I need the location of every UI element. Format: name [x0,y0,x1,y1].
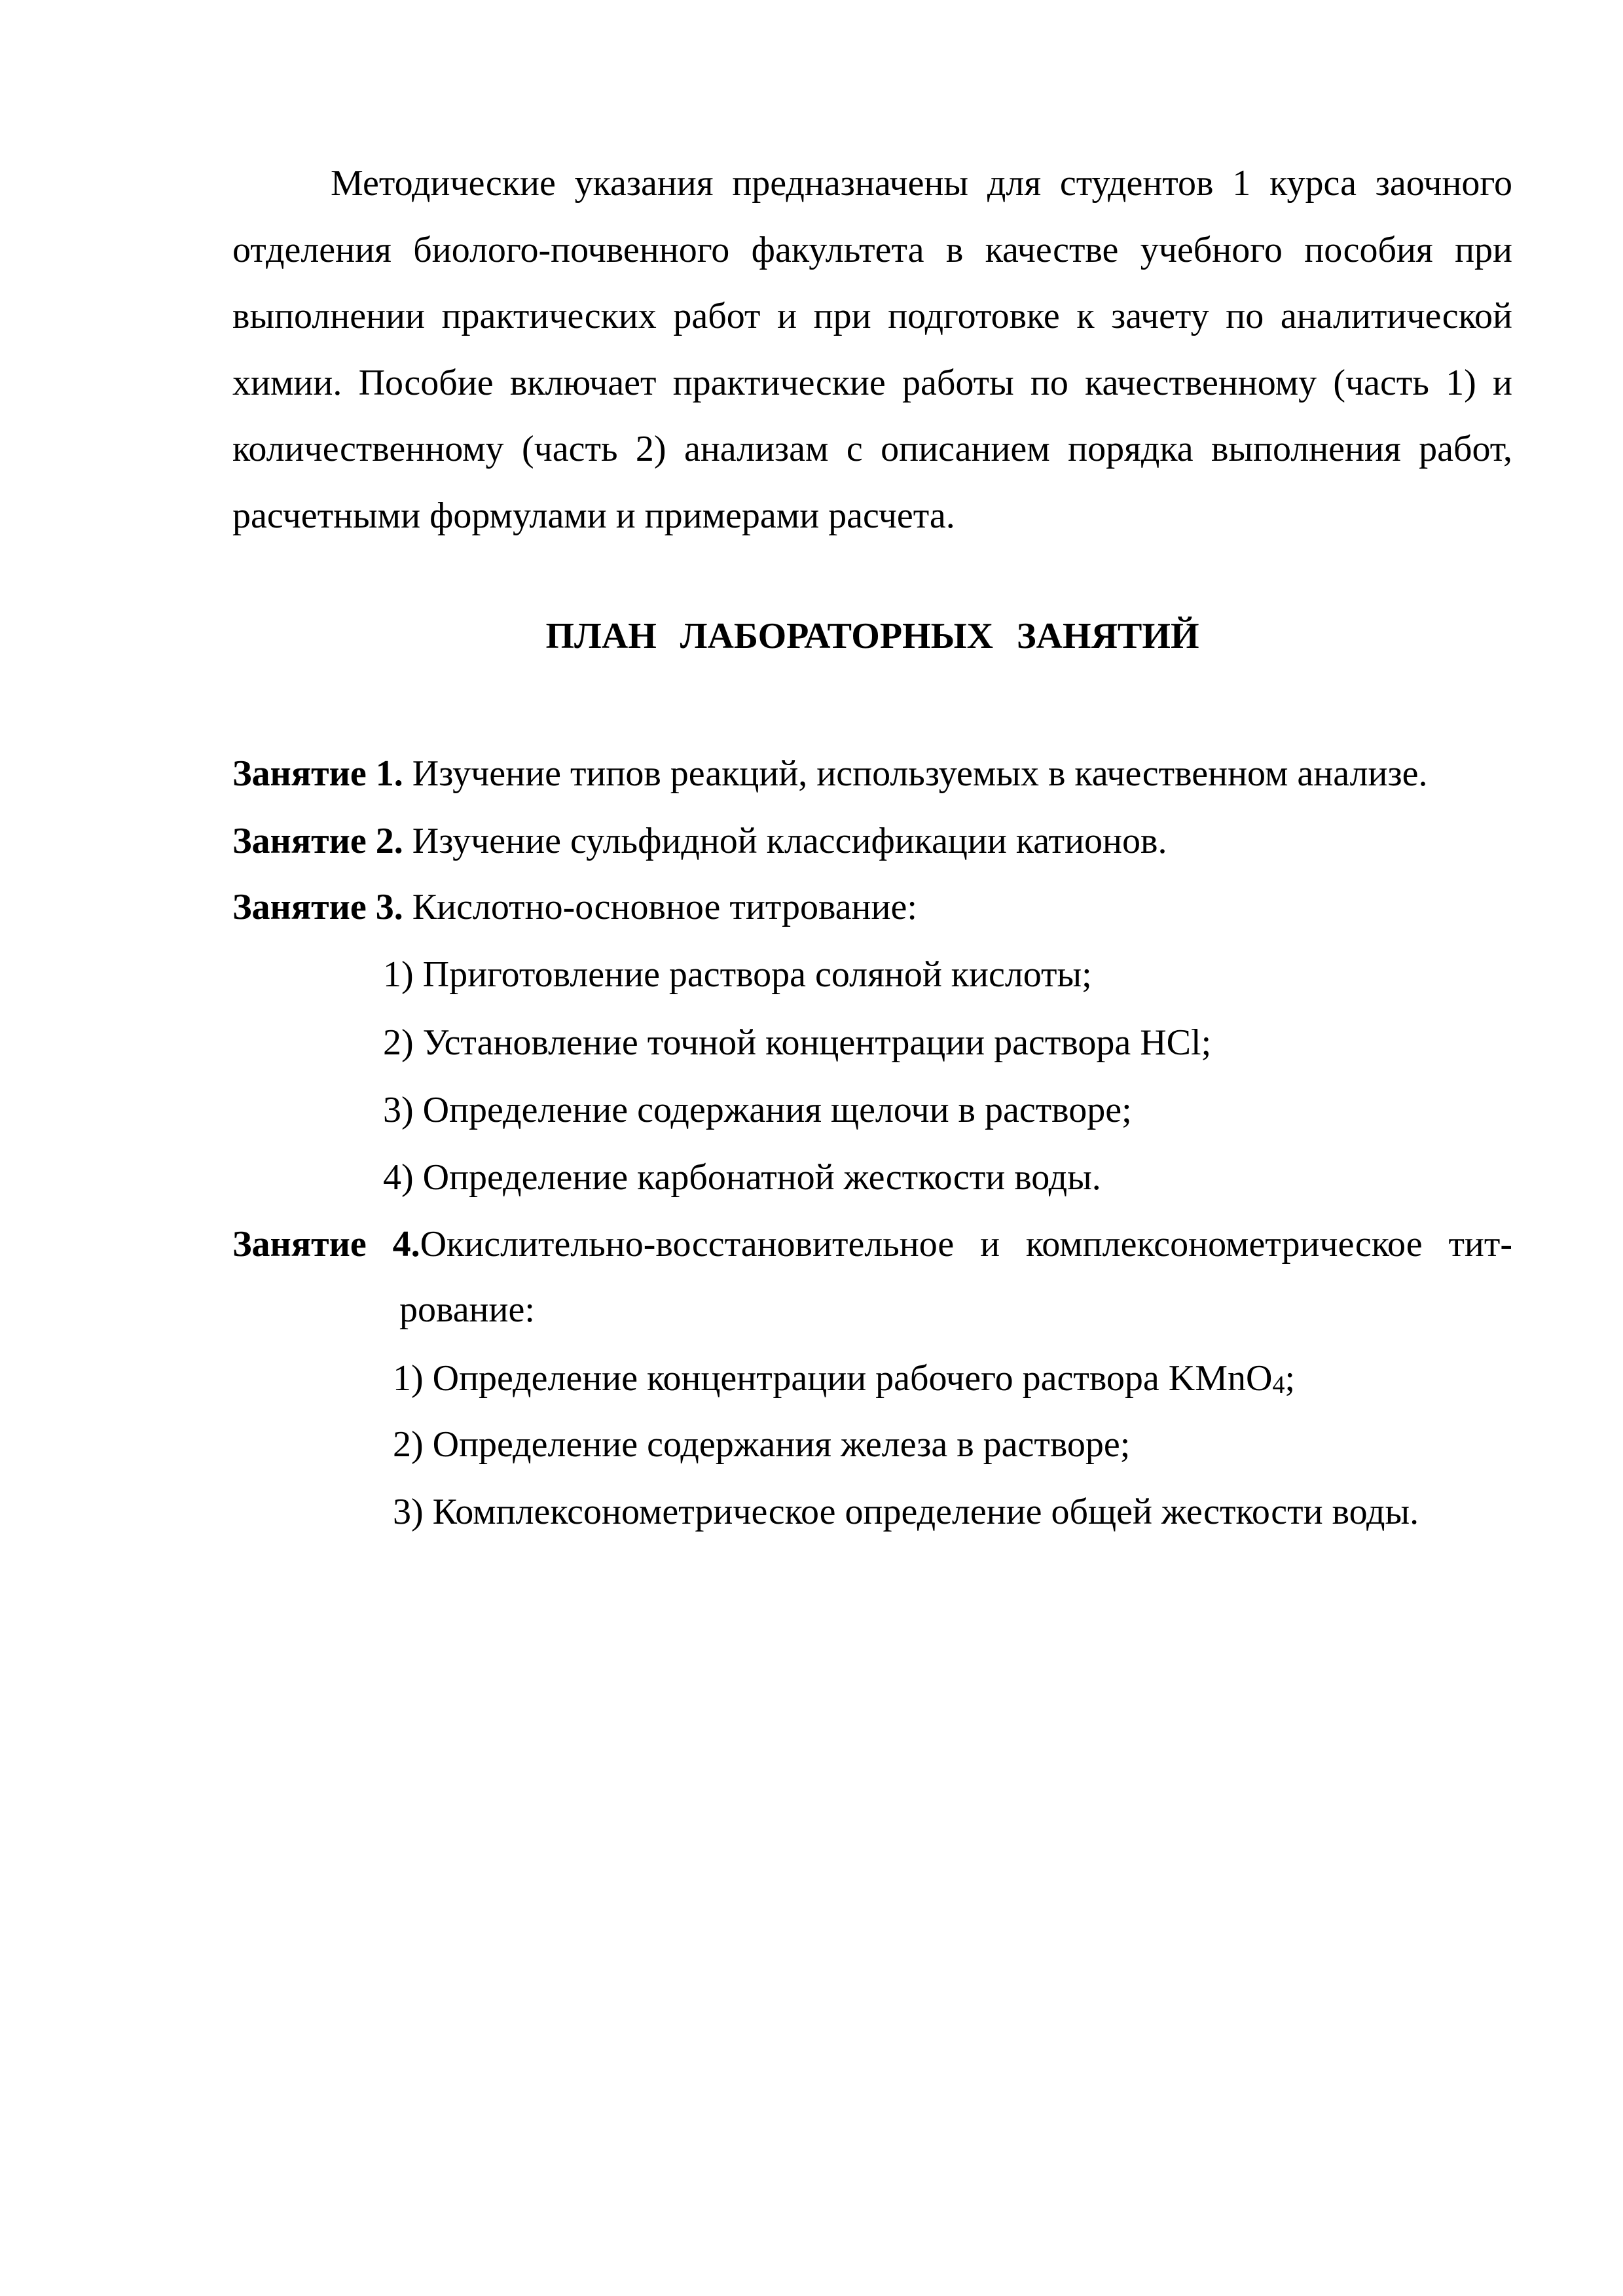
lesson-3-item-1: 1) Приготовление раствора соляной кислоты; [383,954,1092,995]
lesson-3-label: Занятие 3. [232,887,403,927]
lesson-1 [232,747,1427,800]
lesson-4-item-1-text: 1) Определение концентрации рабочего раствора KMnO [393,1358,1273,1399]
lesson-3-text: Кислотно-основное титрование: [403,887,917,927]
lesson-3-item-4: 4) Определение карбонатной жесткости воды. [383,1157,1101,1198]
intro-text: Методические указания предназначены для студентов 1 курса заочного отделения биолого-почвенного факультета в качестве учебного пособия при выполнении практических работ и при подготовке к зачету по аналитической химии. Пособие включает практические работы по качественному (часть 1) и количественному (часть 2) анализам с описанием порядка выполнения работ, расчетными формулами и примерами расчета. [232,163,1512,536]
lesson-4-item-3: 3) Комплексонометрическое определение общей жесткости воды. [393,1492,1419,1532]
plan-heading: ПЛАН ЛАБОРАТОРНЫХ ЗАНЯТИЙ [545,616,1199,656]
lesson-4-item-2: 2) Определение содержания железа в растворе; [393,1424,1131,1465]
lesson-1-label: Занятие 1. [232,753,403,794]
lesson-4 [232,1218,1512,1270]
lesson-3-item-2: 2) Установление точной концентрации раствора HCl; [383,1022,1212,1063]
lesson-3-item-3: 3) Определение содержания щелочи в растворе; [383,1090,1132,1130]
lesson-1-text: Изучение типов реакций, используемых в качественном анализе. [403,753,1428,794]
lesson-4-label: Занятие 4. [232,1224,420,1265]
lesson-4-item-1 [393,1352,1295,1405]
lesson-4-continuation: рование: [399,1289,535,1330]
lesson-2-text: Изучение сульфидной классификации катионов. [403,821,1167,861]
lesson-4-text: Окислительно-восстановительное и комплексонометрическое тит- [420,1224,1512,1265]
lesson-2-label: Занятие 2. [232,821,403,861]
lesson-2 [232,815,1167,867]
lesson-4-item-1-end: ; [1285,1358,1295,1399]
intro-paragraph [232,151,1512,549]
subscript-4: 4 [1272,1371,1285,1399]
lesson-3 [232,881,917,933]
